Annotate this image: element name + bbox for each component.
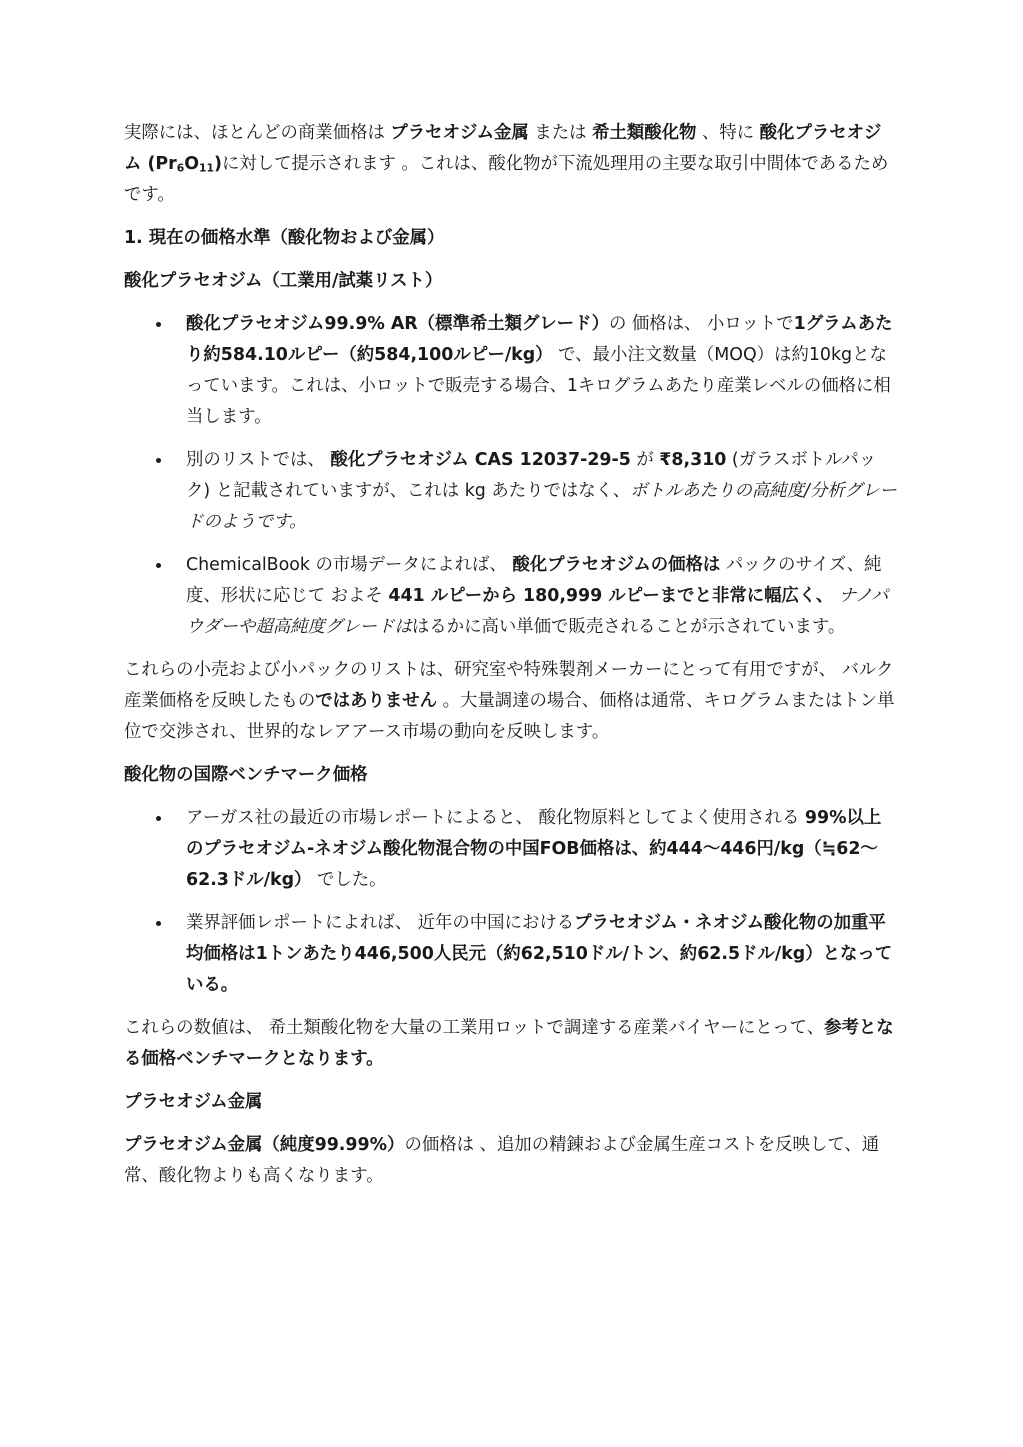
section-heading-current-prices: 1. 現在の価格水準（酸化物および金属） — [124, 228, 445, 248]
bold-text: ではありません — [315, 691, 438, 711]
text: が — [630, 450, 660, 470]
oxide-listing-list — [124, 309, 897, 643]
italic-text: ボトルあたりの高純度/分析グレードのようです。 — [186, 481, 897, 532]
subscript: 6 — [176, 161, 185, 175]
text: ChemicalBook の市場データによれば、 — [186, 555, 513, 575]
list-item — [186, 908, 897, 1001]
section-heading-metal: プラセオジム金属 — [124, 1092, 263, 1112]
bold-text: 酸化プラセオジム CAS 12037-29-5 — [330, 450, 631, 470]
text: の 価格は、 小ロットで — [608, 314, 794, 334]
section-heading-benchmarks: 酸化物の国際ベンチマーク価格 — [124, 765, 368, 785]
bold-text: 酸化プラセオジムの価格は — [512, 555, 721, 575]
bold-text: プラセオジム金属（純度99.99%） — [124, 1135, 405, 1155]
bold-text: O — [184, 154, 200, 174]
bold-text: 参考となる価格ベンチマークとなります。 — [124, 1018, 894, 1069]
benchmark-list — [124, 803, 897, 1001]
bold-text: 酸化プラセオジム (Pr — [124, 123, 882, 174]
bold-text: 酸化プラセオジム99.9% AR（標準希土類グレード） — [186, 314, 609, 334]
bold-text: ) — [214, 154, 222, 174]
intro-paragraph — [124, 118, 897, 211]
metal-paragraph — [124, 1130, 897, 1192]
bold-text: ₹8,310 — [659, 450, 727, 470]
bold-text: 1グラムあたり約584.10ルピー（約584,100ルピー/kg） — [186, 314, 893, 365]
text: これらの小売および小パックのリストは、研究室や特殊製剤メーカーにとって有用ですが、 バルク産業価格を反映したもの — [124, 660, 894, 711]
text: 実際には、ほとんどの商業価格は — [124, 123, 391, 143]
list-item — [186, 803, 897, 896]
bold-text: プラセオジム・ネオジム酸化物の加重平均価格は1トンあたり446,500人民元（約62,510ドル/トン、約62.5ドル/kg）となっている。 — [186, 913, 893, 995]
retail-listing-paragraph — [124, 655, 897, 748]
text: の価格は 、追加の精錬および金属生産コストを反映して、通常、酸化物よりも高くなります。 — [124, 1135, 880, 1186]
list-item — [186, 445, 897, 538]
text: アーガス社の最近の市場レポートによると、 酸化物原料としてよく使用される — [186, 808, 805, 828]
text: 、特に — [696, 123, 760, 143]
bold-text: 99%以上のプラセオジム-ネオジム酸化物混合物の中国FOB価格は、約444～446円/kg（≒62～62.3ドル/kg） — [186, 808, 882, 890]
list-item — [186, 309, 897, 433]
text: または — [528, 123, 593, 143]
bold-text: プラセオジム金属 — [390, 123, 529, 143]
subscript: 11 — [199, 161, 214, 175]
text: 。大量調達の場合、価格は通常、キログラムまたはトン単位で交渉され、世界的なレアアース市場の動向を反映します。 — [124, 691, 895, 742]
text: でした。 — [311, 870, 387, 890]
text: これらの数値は、 希土類酸化物を大量の工業用ロットで調達する産業バイヤーにとって、 — [124, 1018, 825, 1038]
text: 別のリストでは、 — [186, 450, 331, 470]
text: はるかに高い単価で販売されることが示されています。 — [411, 617, 846, 637]
subheading-oxide-listings: 酸化プラセオジム（工業用/試薬リスト） — [124, 271, 443, 291]
text: に対して提示されます 。これは、酸化物が下流処理用の主要な取引中間体であるためです。 — [124, 154, 889, 205]
bold-text: 希土類酸化物 — [592, 123, 697, 143]
list-item — [186, 550, 897, 643]
text: (ガラスボトルパック) と記載されていますが、これは kg あたりではなく、 — [186, 450, 877, 501]
text: パックのサイズ、純度、形状に応じて およそ — [186, 555, 882, 606]
text: 業界評価レポートによれば、 近年の中国における — [186, 913, 575, 933]
bold-text: 441 ルピーから 180,999 ルピーまでと非常に幅広く、 — [388, 586, 834, 606]
text: で、最小注文数量（MOQ）は約10kgとなっています。これは、小ロットで販売する場合、1キログラムあたり産業レベルの価格に相当します。 — [186, 345, 891, 427]
benchmark-paragraph — [124, 1013, 897, 1075]
italic-text: ナノパウダーや超高純度グレードは — [186, 586, 889, 637]
